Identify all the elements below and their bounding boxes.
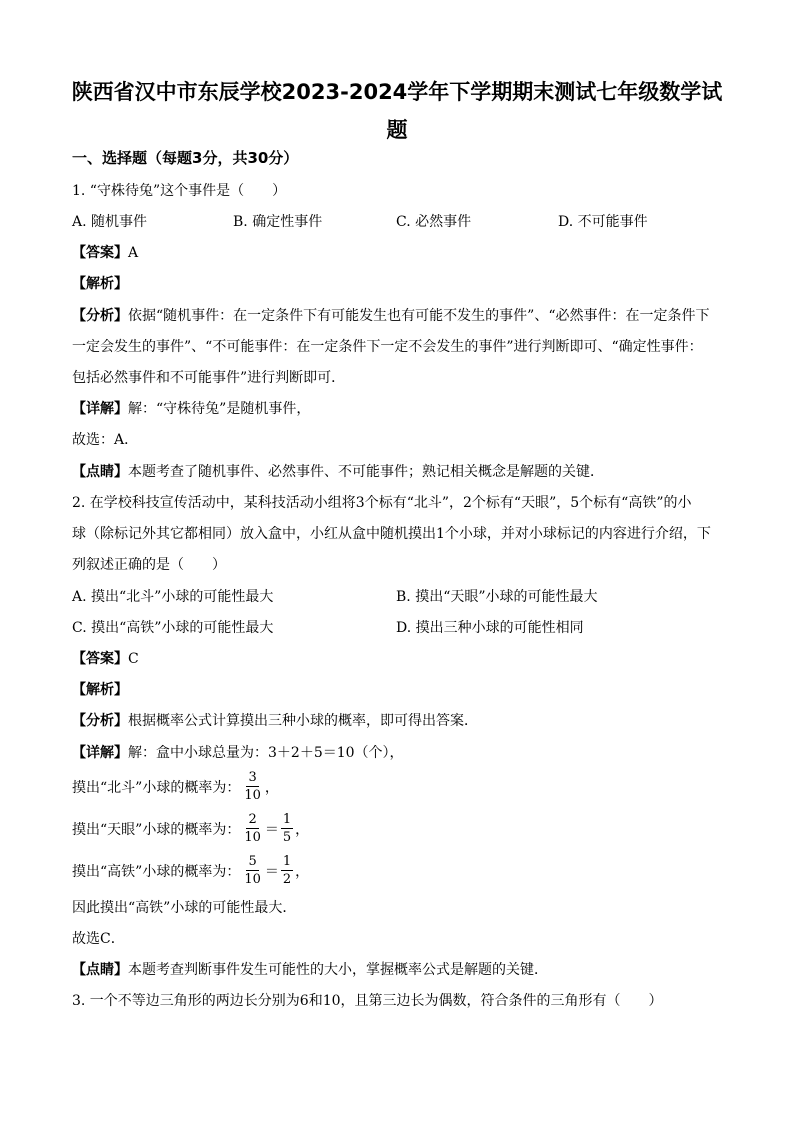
prob-label: 摸出“天眼”小球的概率为： xyxy=(72,821,241,838)
q1-answer xyxy=(72,243,138,263)
denominator: 10 xyxy=(244,872,261,887)
q2-option-a: A. 摸出“北斗”小球的可能性最大 xyxy=(72,589,274,605)
q2-answer xyxy=(72,649,139,669)
q1-fenxi-line-2: 一定会发生的事件”、“不可能事件：在一定条件下一定不会发生的事件”进行判断即可、“确定性事件： xyxy=(72,339,703,355)
q2-option-d: D. 摸出三种小球的可能性相同 xyxy=(396,620,584,636)
q1-dianjing xyxy=(72,462,604,482)
numerator: 1 xyxy=(282,854,292,869)
fraction xyxy=(281,812,293,845)
document-title-line-1: 陕西省汉中市东辰学校2023-2024学年下学期期末测试七年级数学试 xyxy=(71,80,723,104)
xiangjie-tag: 【详解】 xyxy=(72,745,128,761)
fraction xyxy=(242,812,263,845)
dianjing-text: 本题考查判断事件发生可能性的大小，掌握概率公式是解题的关键． xyxy=(128,962,548,978)
q2-guxuan: 故选C． xyxy=(72,931,125,947)
fenxi-tag: 【分析】 xyxy=(72,308,128,324)
q1-option-d: D. 不可能事件 xyxy=(558,214,648,230)
q2-fenxi xyxy=(72,711,478,731)
numerator: 5 xyxy=(248,854,257,869)
q1-fenxi-line-1 xyxy=(72,306,709,326)
dianjing-text: 本题考查了随机事件、必然事件、不可能事件；熟记相关概念是解题的关键． xyxy=(128,464,604,480)
comma: ， xyxy=(295,821,310,838)
xiangjie-tag: 【详解】 xyxy=(72,401,128,417)
dianjing-tag: 【点睛】 xyxy=(72,962,128,978)
q2-xiangjie xyxy=(72,743,404,763)
q3-stem: 3. 一个不等边三角形的两边长分别为6和10，且第三边长为偶数，符合条件的三角形有（ ） xyxy=(72,993,663,1009)
q2-prob-beidou xyxy=(72,770,279,803)
q1-xiangjie xyxy=(72,399,310,419)
numerator: 1 xyxy=(282,812,292,827)
denominator: 5 xyxy=(282,830,292,845)
q2-stem-line-2: 球（除标记外其它都相同）放入盒中，小红从盒中随机摸出1个小球，并对小球标记的内容进行介绍，下 xyxy=(72,526,711,542)
q1-stem: 1. “守株待兔”这个事件是（ ） xyxy=(72,183,287,199)
answer-tag: 【答案】 xyxy=(72,245,128,261)
answer-tag: 【答案】 xyxy=(72,651,128,667)
q1-option-c: C. 必然事件 xyxy=(396,214,472,230)
denominator: 10 xyxy=(244,788,261,803)
q2-stem-line-3: 列叙述正确的是（ ） xyxy=(72,557,226,573)
comma: ， xyxy=(264,779,279,796)
equals-sign: ＝ xyxy=(264,821,279,838)
q2-option-c: C. 摸出“高铁”小球的可能性最大 xyxy=(72,620,274,636)
fenxi-text: 依据“随机事件：在一定条件下有可能发生也有可能不发生的事件”、“必然事件：在一定条件下 xyxy=(128,308,710,324)
fenxi-text: 根据概率公式计算摸出三种小球的概率，即可得出答案． xyxy=(128,713,478,729)
q1-analysis-tag: 【解析】 xyxy=(72,276,128,292)
comma: ， xyxy=(295,863,310,880)
q2-option-b: B. 摸出“天眼”小球的可能性最大 xyxy=(396,589,598,605)
fenxi-tag: 【分析】 xyxy=(72,713,128,729)
denominator: 10 xyxy=(244,830,261,845)
equals-sign: ＝ xyxy=(264,863,279,880)
fraction xyxy=(242,770,263,803)
numerator: 3 xyxy=(248,770,257,785)
fraction xyxy=(281,854,293,887)
q2-prob-gaotie xyxy=(72,854,309,887)
document-title-line-2: 题 xyxy=(386,118,408,142)
denominator: 2 xyxy=(282,872,292,887)
prob-label: 摸出“高铁”小球的概率为： xyxy=(72,863,241,880)
q1-option-b: B. 确定性事件 xyxy=(233,214,323,230)
answer-value: C xyxy=(128,651,139,667)
q2-conclusion: 因此摸出“高铁”小球的可能性最大． xyxy=(72,900,297,916)
xiangjie-text: 解：“守株待兔”是随机事件， xyxy=(128,401,311,417)
prob-label: 摸出“北斗”小球的概率为： xyxy=(72,779,241,796)
q1-fenxi-line-3: 包括必然事件和不可能事件”进行判断即可． xyxy=(72,370,346,386)
q2-analysis-tag: 【解析】 xyxy=(72,682,128,698)
q2-prob-tianyan xyxy=(72,812,309,845)
xiangjie-text: 解：盒中小球总量为：3＋2＋5＝10（个）， xyxy=(128,745,404,761)
q2-dianjing xyxy=(72,960,548,980)
q1-option-a: A. 随机事件 xyxy=(72,214,148,230)
answer-value: A xyxy=(128,245,139,261)
dianjing-tag: 【点睛】 xyxy=(72,464,128,480)
q1-guxuan: 故选：A． xyxy=(72,432,139,448)
numerator: 2 xyxy=(248,812,257,827)
section-heading: 一、选择题（每题3分，共30分） xyxy=(72,149,299,167)
q2-stem-line-1: 2. 在学校科技宣传活动中，某科技活动小组将3个标有“北斗”，2个标有“天眼”，5个标有“高铁”的小 xyxy=(72,495,692,511)
fraction xyxy=(242,854,263,887)
